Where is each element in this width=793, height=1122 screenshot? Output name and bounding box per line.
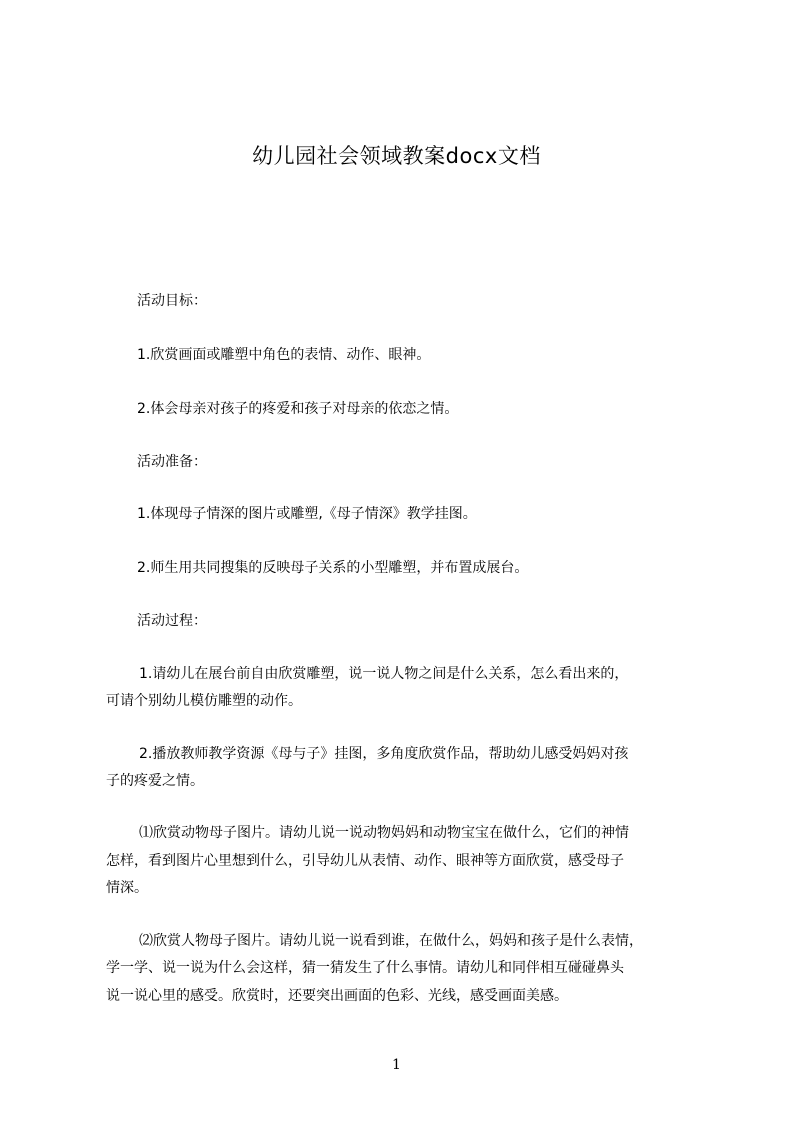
sub-item-1-line-2: 怎样，看到图片心里想到什么，引导幼儿从表情、动作、眼神等方面欣赏，感受母子 <box>106 853 624 869</box>
goal-item-1: 1.欣赏画面或雕塑中角色的表情、动作、眼神。 <box>137 347 431 363</box>
sub-item-2-line-3: 说一说心里的感受。欣赏时，还要突出画面的色彩、光线，感受画面美感。 <box>106 988 568 1004</box>
sub-item-1-line-3: 情深。 <box>106 880 148 896</box>
process-item-2-line-1: 2.播放教师教学资源《母与子》挂图，多角度欣赏作品，帮助幼儿感受妈妈对孩 <box>139 746 629 762</box>
process-item-2-line-2: 子的疼爱之情。 <box>106 773 204 789</box>
prep-heading: 活动准备： <box>137 454 207 470</box>
prep-item-2: 2.师生用共同搜集的反映母子关系的小型雕塑，并布置成展台。 <box>137 560 529 576</box>
page-number: 1 <box>392 1057 401 1073</box>
process-item-1-line-2: 可请个别幼儿模仿雕塑的动作。 <box>106 693 302 709</box>
process-item-1-line-1: 1.请幼儿在展台前自由欣赏雕塑，说一说人物之间是什么关系，怎么看出来的， <box>139 666 629 682</box>
goal-heading: 活动目标： <box>137 293 207 309</box>
goal-item-2: 2.体会母亲对孩子的疼爱和孩子对母亲的依恋之情。 <box>137 401 459 417</box>
sub-item-1-line-1: ⑴欣赏动物母子图片。请幼儿说一说动物妈妈和动物宝宝在做什么，它们的神情 <box>139 825 629 841</box>
sub-item-2-line-2: 学一学、说一说为什么会这样，猜一猜发生了什么事情。请幼儿和同伴相互碰碰鼻头 <box>106 960 624 976</box>
process-heading: 活动过程： <box>137 613 207 629</box>
sub-item-2-line-1: ⑵欣赏人物母子图片。请幼儿说一说看到谁，在做什么，妈妈和孩子是什么表情， <box>139 933 643 949</box>
prep-item-1: 1.体现母子情深的图片或雕塑,《母子情深》教学挂图。 <box>137 506 477 522</box>
document-title: 幼儿园社会领域教案docx文档 <box>252 144 541 168</box>
